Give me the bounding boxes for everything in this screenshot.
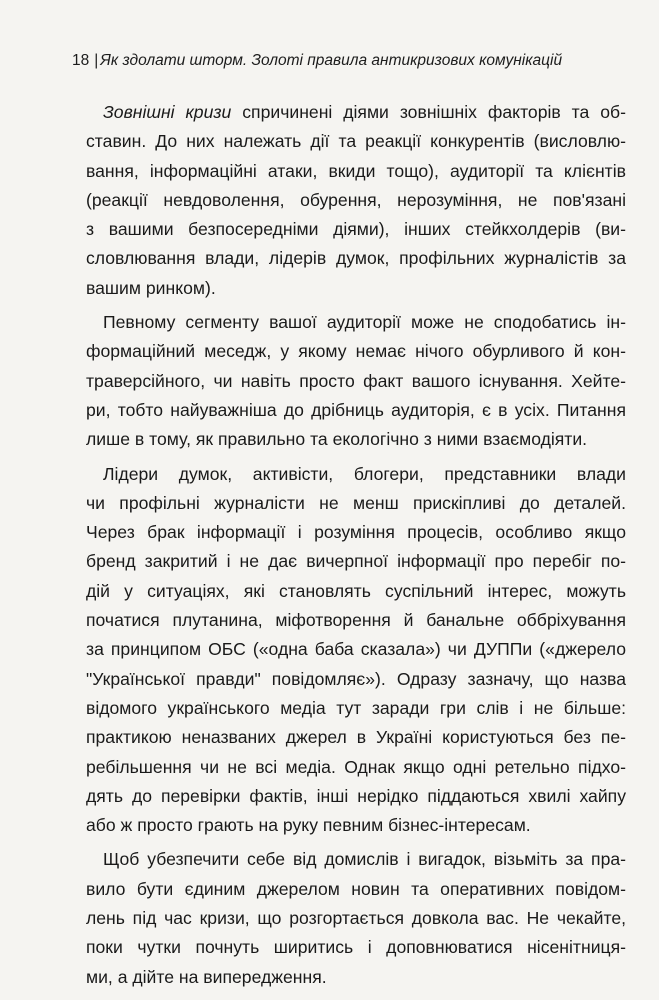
text-line: початися плутанина, міфотворення й банальне оббріхування xyxy=(86,610,626,631)
text-line: бренд закритий і не дає вичерпної інформації про перебіг по- xyxy=(86,551,626,572)
emphasis-term: Зовнішні кризи xyxy=(103,102,232,122)
line-text: спричинені діями зовнішніх факторів та об- xyxy=(231,102,626,122)
text-line xyxy=(86,98,626,127)
paragraph xyxy=(86,308,626,454)
text-line: практикою неназваних джерел в Україні користуються без пе- xyxy=(86,727,626,748)
body-text xyxy=(86,98,626,992)
text-line: або ж просто грають на руку певним бізнес-інтересам. xyxy=(86,815,531,836)
page-number: 18 xyxy=(72,52,90,69)
text-line: Лідери думок, активісти, блогери, представники влади xyxy=(103,463,626,484)
paragraph xyxy=(86,98,626,303)
text-line: формаційний меседж, у якому немає нічого обурливого й кон- xyxy=(86,341,626,362)
paragraph xyxy=(86,460,626,841)
text-line: (реакції невдоволення, обурення, нерозуміння, не пов'язані xyxy=(86,189,626,210)
text-line: поки чутки почнуть ширитись і доповнюватися нісенітниця- xyxy=(86,937,626,958)
text-line: вашим ринком). xyxy=(86,277,216,298)
text-line: дять до перевірки фактів, інші нерідко піддаються хвилі хайпу xyxy=(86,785,626,806)
text-line: словлювання влади, лідерів думок, профільних журналістів за xyxy=(86,248,626,269)
text-line: з вашими безпосередніми діями), інших стейкхолдерів (ви- xyxy=(86,219,626,240)
text-line: вання, інформаційні атаки, вкиди тощо), аудиторії та клієнтів xyxy=(86,160,626,181)
text-line: вило бути єдиним джерелом новин та оперативних повідом- xyxy=(86,878,626,899)
text-line: ставин. До них належать дії та реакції конкурентів (висловлю- xyxy=(86,131,626,152)
text-line: Через брак інформації і розуміння процесів, особливо якщо xyxy=(86,522,626,543)
text-line: Певному сегменту вашої аудиторії може не сподобатись ін- xyxy=(103,312,626,333)
text-line: ри, тобто найуважніша до дрібниць аудиторія, є в усіх. Питання xyxy=(86,399,626,420)
text-line: ребільшення чи не всі медіа. Однак якщо одні ретельно підхо- xyxy=(86,756,626,777)
paragraph xyxy=(86,845,626,991)
text-line: траверсійного, чи навіть просто факт вашого існування. Хейте- xyxy=(86,370,626,391)
text-line: лише в тому, як правильно та екологічно з ними взаємодіяти. xyxy=(86,429,588,450)
text-line: за принципом ОБС («одна баба сказала») чи ДУППи («джерело xyxy=(86,639,626,660)
text-line: лень під час кризи, що розгортається довкола вас. Не чекайте, xyxy=(86,908,626,929)
running-header xyxy=(72,52,562,70)
text-line: Щоб убезпечити себе від домислів і вигадок, візьміть за пра- xyxy=(103,849,626,870)
book-title: Як здолати шторм. Золоті правила антикризових комунікацій xyxy=(100,52,563,69)
text-line: відомого українського медіа тут заради гри слів і не більше: xyxy=(86,697,626,718)
text-line: дій у ситуаціях, які становлять суспільний інтерес, можуть xyxy=(86,580,626,601)
text-line: чи профільні журналісти не менш прискіпливі до деталей. xyxy=(86,492,626,513)
text-line: ми, а дійте на випередження. xyxy=(86,966,327,987)
text-line: "Української правди" повідомляє»). Одразу зазначу, що назва xyxy=(86,668,626,689)
header-separator: | xyxy=(94,52,99,69)
